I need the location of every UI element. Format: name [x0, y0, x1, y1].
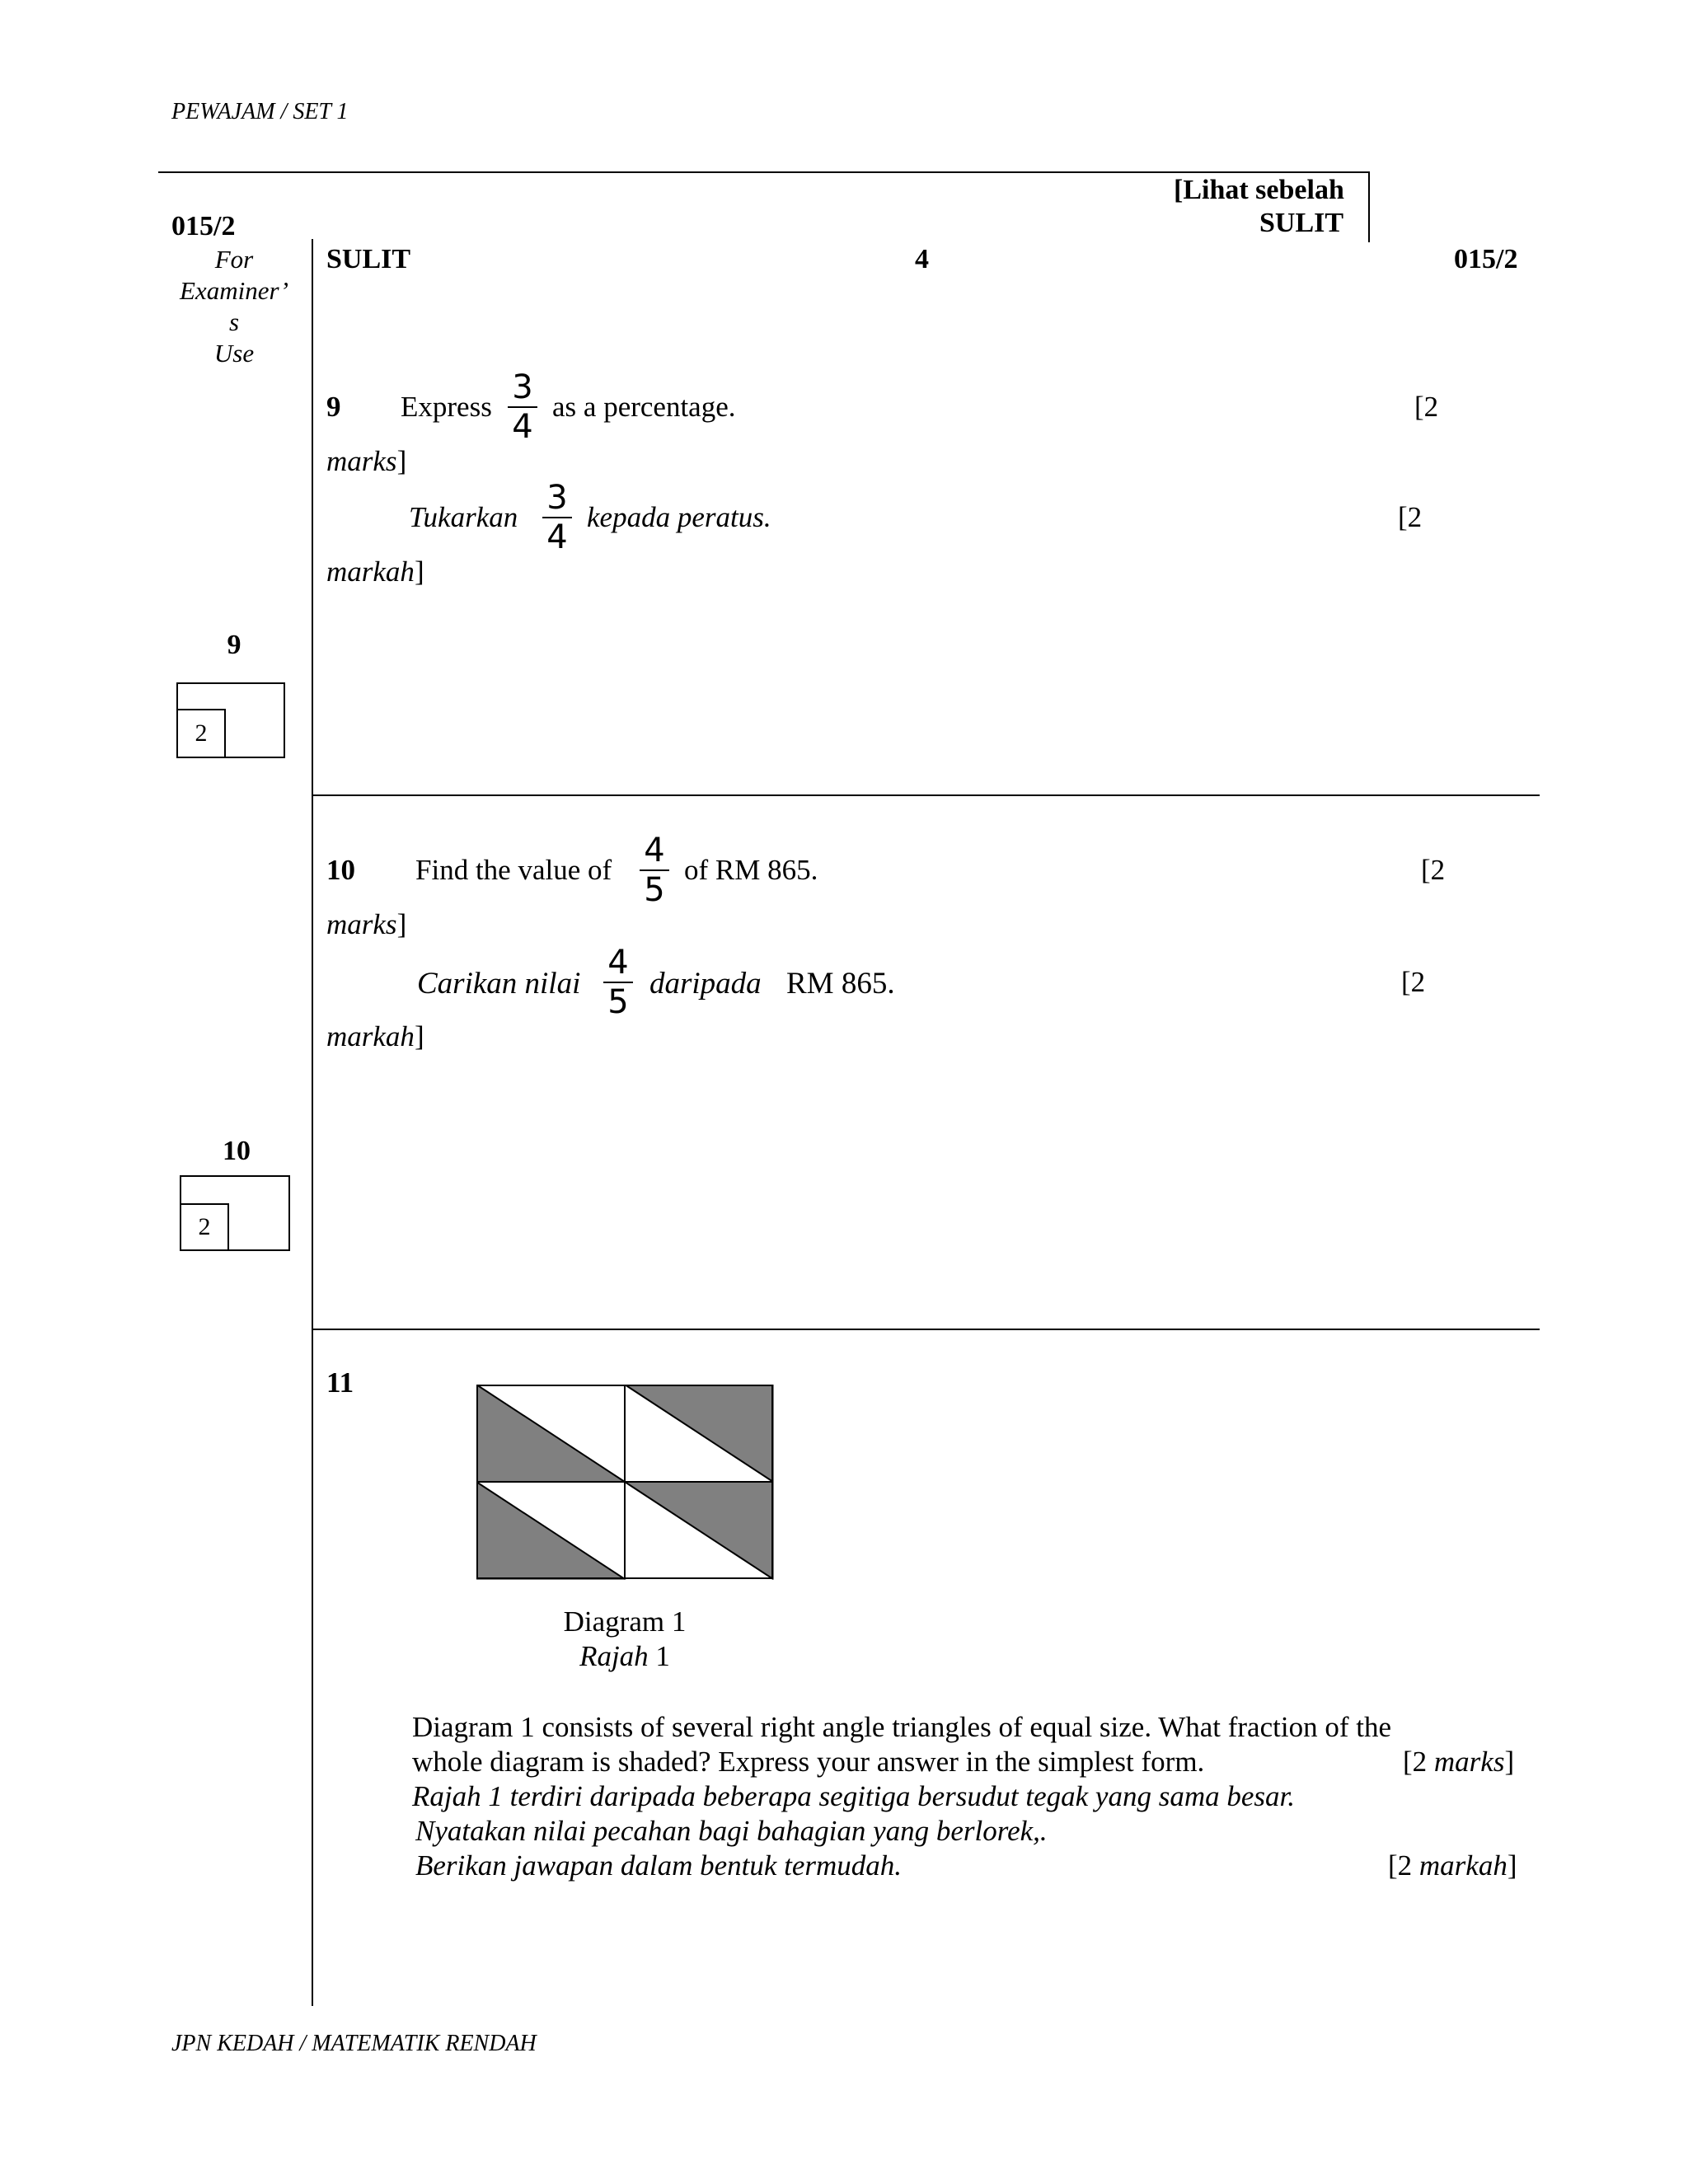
q9-text-en-after: as a percentage. — [552, 391, 736, 423]
q10-text-ms-after: RM 865. — [786, 967, 895, 1001]
q10-text-en-after: of RM 865. — [684, 854, 818, 886]
q11-text-ms-line3: Berikan jawapan dalam bentuk termudah. — [415, 1849, 903, 1882]
sulit-label: SULIT — [326, 244, 411, 274]
q10-text-en: Find the value of — [415, 854, 612, 886]
q10-marks — [326, 908, 406, 941]
q9-fraction-ms — [539, 481, 575, 554]
q9-marks-close: ] — [396, 445, 407, 477]
q9-fraction-en-denominator: 4 — [512, 408, 533, 446]
q9-fraction-en-numerator: 3 — [512, 368, 533, 406]
q11-text-ms-line1-word: Rajah — [412, 1780, 481, 1812]
q10-text-ms: Carikan nilai — [417, 967, 581, 1001]
q11-markah — [1388, 1849, 1517, 1882]
q11-text-ms-line1-rest: 1 terdiri daripada beberapa segitiga bersudut tegak yang sama besar. — [481, 1780, 1295, 1812]
q11-marks — [1403, 1746, 1514, 1779]
q9-text-ms-after: kepada peratus. — [587, 501, 771, 533]
q9-markah — [326, 555, 424, 588]
running-title: PEWAJAM / SET 1 — [171, 99, 349, 124]
q9-fraction-ms-denominator: 4 — [546, 518, 568, 556]
top-rule — [158, 171, 1370, 173]
q10-markah-word: markah — [326, 1020, 415, 1052]
paper-code-left: 015/2 — [171, 211, 236, 241]
q11-markah-open: [2 — [1388, 1849, 1419, 1882]
examiner-line-2: Examiner’ — [180, 276, 288, 305]
q10-separator — [312, 1329, 1540, 1330]
q10-marks-close: ] — [396, 908, 407, 940]
q10-fraction-en — [636, 834, 673, 907]
paper-code-right: 015/2 — [1454, 244, 1518, 274]
q10-fraction-ms-denominator: 5 — [607, 983, 629, 1021]
examiner-line-1: For — [214, 245, 254, 274]
q11-text-en-line1: Diagram 1 consists of several right angle triangles of equal size. What fraction of the — [412, 1711, 1391, 1743]
q11-markah-word: markah — [1418, 1849, 1507, 1882]
q11-marks-close: ] — [1504, 1746, 1515, 1778]
diagram-1 — [476, 1385, 775, 1581]
diagram-caption-en: Diagram 1 — [563, 1605, 687, 1638]
q10-margin-number: 10 — [223, 1136, 251, 1166]
q9-margin-number: 9 — [227, 630, 241, 660]
q10-fraction-en-numerator: 4 — [644, 832, 665, 869]
examiner-line-4: Use — [213, 339, 255, 368]
examiner-line-3: s — [228, 307, 240, 336]
q10-markah-close: ] — [414, 1020, 424, 1052]
diagram-caption-ms-num: 1 — [648, 1640, 670, 1672]
q9-fraction-en — [504, 368, 541, 446]
q9-marks-word: marks — [326, 445, 397, 477]
see-next-page: [Lihat sebelah — [1174, 175, 1344, 205]
q9-markah-open: [2 — [1398, 501, 1423, 533]
q9-number: 9 — [326, 391, 341, 423]
column-divider — [312, 239, 313, 2006]
q9-text-ms: Tukarkan — [409, 501, 518, 533]
q10-markah — [326, 1020, 424, 1053]
q10-number: 10 — [326, 854, 355, 886]
q11-text-ms-line2: Nyatakan nilai pecahan bagi bahagian yang berlorek,. — [415, 1815, 1048, 1847]
q11-number: 11 — [326, 1366, 354, 1399]
footer-text: JPN KEDAH / MATEMATIK RENDAH — [171, 2031, 537, 2056]
q10-mark-box-score: 2 — [180, 1203, 229, 1251]
diagram-caption-ms — [526, 1640, 724, 1673]
examiner-use-label — [162, 244, 307, 369]
q11-marks-open: [2 — [1403, 1746, 1434, 1778]
q10-fraction-ms-numerator: 4 — [607, 944, 629, 982]
q11-marks-word: marks — [1433, 1746, 1505, 1778]
q10-text-ms-mid: daripada — [649, 967, 762, 1001]
page-number: 4 — [915, 244, 929, 274]
sulit-top: SULIT — [1259, 208, 1344, 238]
q9-marks-open: [2 — [1414, 391, 1439, 423]
q9-fraction-ms-numerator: 3 — [546, 479, 568, 517]
q10-marks-word: marks — [326, 908, 397, 940]
q9-marks — [326, 445, 406, 478]
q9-markah-word: markah — [326, 555, 415, 588]
diagram-caption-ms-word: Rajah — [579, 1640, 649, 1672]
q10-marks-open: [2 — [1421, 854, 1446, 886]
top-right-rule — [1368, 171, 1370, 242]
q9-markah-close: ] — [414, 555, 424, 588]
q11-text-ms-line1 — [412, 1780, 1295, 1813]
q9-separator — [312, 794, 1540, 796]
q11-text-en-line2: whole diagram is shaded? Express your answer in the simplest form. — [412, 1746, 1205, 1778]
q9-text-en: Express — [401, 391, 492, 423]
q10-fraction-en-denominator: 5 — [644, 871, 665, 909]
q11-markah-close: ] — [1507, 1849, 1517, 1882]
q9-mark-box-score: 2 — [176, 709, 226, 758]
q10-fraction-ms — [600, 946, 636, 1019]
q10-markah-open: [2 — [1401, 966, 1426, 998]
